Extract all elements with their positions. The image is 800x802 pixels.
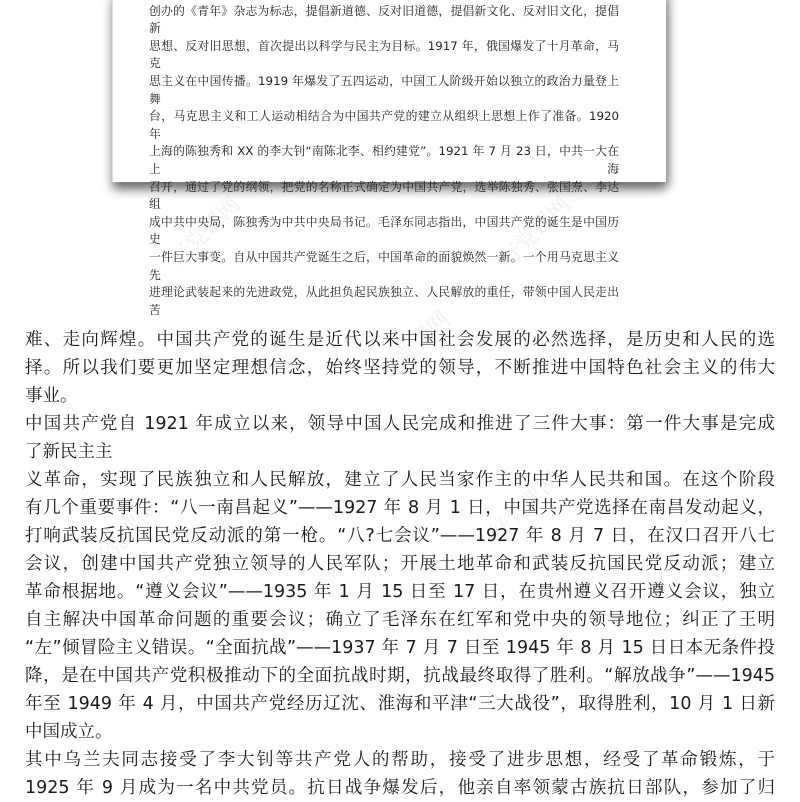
body-text-line: 会议，创建中国共产党独立领导的人民军队；开展土地革命和武装反抗国民党反动派；建立 [25,554,775,574]
body-text-line: 年至 1949 年 4 月，中国共产党经历辽沈、淮海和平津“三大战役”，取得胜利，10 月 1 日新 [25,694,775,714]
body-text-line: 1925 年 9 月成为一名中共党员。抗日战争爆发后，他亲自率领蒙古族抗日部队，参加了归 [25,778,775,798]
body-text-line: 自主解决中国革命问题的重要会议；确立了毛泽东在红军和党中央的领导地位；纠正了王明 [25,610,775,630]
card-text-line: 进理论武装起来的先进政党，从此担负起民族独立、人民解放的重任，带领中国人民走出苦 [149,285,619,317]
body-text-line: 义革命，实现了民族独立和人民解放，建立了人民当家作主的中华人民共和国。在这个阶段 [25,470,775,490]
card-text-line: 创办的《青年》杂志为标志，提倡新道德、反对旧道德，提倡新文化、反对旧文化，提倡新 [149,3,619,36]
body-text-line: “左”倾冒险主义错误。“全面抗战”——1937 年 7 月 7 日至 1945 年 8 月 15 日日本无条件投 [25,638,775,658]
body-text-line: 革命根据地。“遵义会议”——1935 年 1 月 15 日至 17 日，在贵州遵义召开遵义会议，独立 [25,582,775,602]
watermark: 好党课网 [375,306,456,387]
card-text-line: 台，马克思主义和工人运动相结合为中国共产党的建立从组织上思想上作了准备。1920 年 [149,109,619,141]
body-text-line: 有几个重要事件：“八一南昌起义”——1927 年 8 月 1 日，中国共产党选择在南昌发动起义， [25,498,775,518]
body-text-line: 了新民主主 [25,442,113,462]
card-text [149,0,619,319]
body-text-line: 事业。 [25,386,78,406]
card-text-line: 上海的陈独秀和 XX 的李大钊“南陈北李、相约建党”。1921 年 7 月 23 日，中共一大在上海 [149,144,619,176]
body-text-line: 难、走向辉煌。中国共产党的诞生是近代以来中国社会发展的必然选择，是历史和人民的选 [25,330,775,350]
card-text-line: 思主义在中国传播。1919 年爆发了五四运动，中国工人阶级开始以独立的政治力量登上舞 [149,73,619,106]
card-text-line: 召开，通过了党的纲领，把党的名称正式确定为中国共产党，选举陈独秀、张国焘、李达组 [149,179,619,212]
body-text [25,326,775,802]
watermark: 好党课网 [495,191,576,272]
card-text-line: 一件巨大事变。自从中国共产党诞生之后，中国革命的面貌焕然一新。一个用马克思主义先 [149,249,619,282]
body-text-line: 中国共产党自 1921 年成立以来，领导中国人民完成和推进了三件大事：第一件大事是完成 [25,414,775,434]
watermark: 好党课网 [85,496,166,577]
watermark: 好党课网 [165,191,246,272]
body-text-line: 择。所以我们要更加坚定理想信念，始终坚持党的领导，不断推进中国特色社会主义的伟大 [25,358,775,378]
body-text-line: 中国成立。 [25,722,113,742]
card-text-line: 成中共中央局，陈独秀为中共中央局书记。毛泽东同志指出，中国共产党的诞生是中国历史 [149,214,619,247]
body-text-line: 打响武装反抗国民党反动派的第一枪。“八?七会议”——1927 年 8 月 7 日，在汉口召开八七 [25,526,775,546]
watermark: 好党课网 [485,466,566,547]
body-text-line: 降，是在中国共产党积极推动下的全面抗战时期，抗战最终取得了胜利。“解放战争”——1945 [25,666,775,686]
card-text-line: 思想、反对旧思想，首次提出以科学与民主为目标。1917 年，俄国爆发了十月革命，马克 [149,38,619,71]
body-text-line: 其中乌兰夫同志接受了李大钊等共产党人的帮助，接受了进步思想，经受了革命锻炼，于 [25,750,775,770]
